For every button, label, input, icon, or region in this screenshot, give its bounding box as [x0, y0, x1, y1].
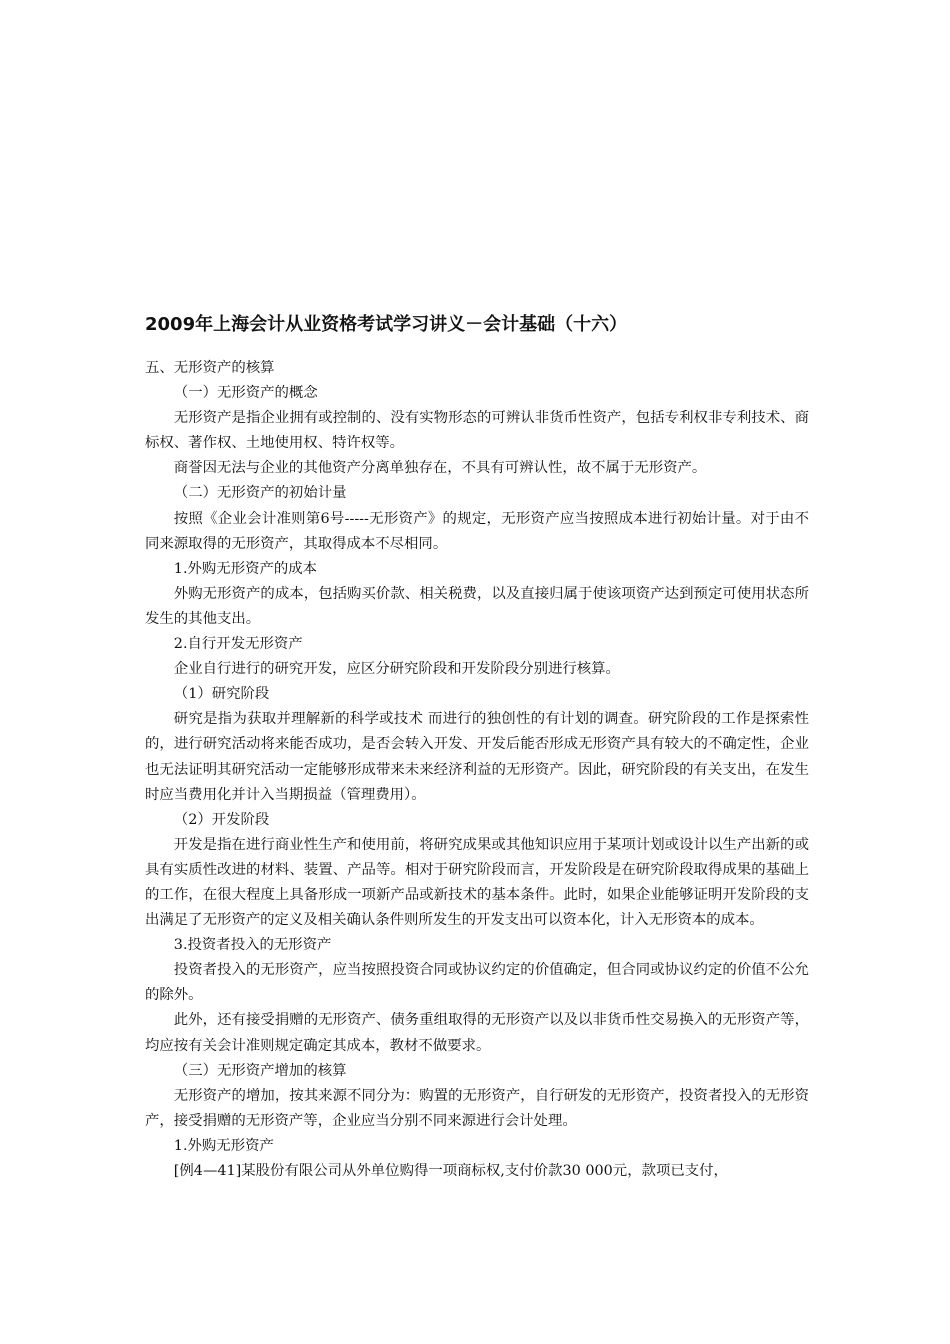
paragraph: 2.自行开发无形资产 — [173, 636, 303, 653]
paragraph: 开发是指在进行商业性生产和使用前，将研究成果或其他知识应用于某项计划或设计以生产出新的或具有实质性改进的材料、装置、产品等。相对于研究阶段而言，开发阶段是在研究阶段取得成果的基础上的工作，在很大程度上具备形成一项新产品或新技术的基本条件。此时，如果企业能够证明开发阶段的支出满足了无形资产的定义及相关确认条件则所发生的开发支出可以资本化，计入无形资本的成本。 — [145, 836, 809, 929]
paragraph: 企业自行进行的研究开发，应区分研究阶段和开发阶段分别进行核算。 — [173, 661, 620, 678]
paragraph: 1.外购无形资产的成本 — [173, 560, 318, 577]
paragraph: [例4—41]某股份有限公司从外单位购得一项商标权,支付价款30 000元，款项已支付， — [173, 1163, 728, 1179]
paragraph: 3.投资者投入的无形资产 — [173, 937, 332, 954]
paragraph: 研究是指为获取并理解新的科学或技术 而进行的独创性的有计划的调查。研究阶段的工作是探索性的，进行研究活动将来能否成功，是否会转入开发、开发后能否形成无形资产具有较大的不确定性，企业也无法证明其研究活动一定能够形成带来未来经济利益的无形资产。因此，研究阶段的有关支出，在发生时应当费用化并计入当期损益（管理费用）。 — [145, 711, 809, 803]
paragraph: （1）研究阶段 — [173, 686, 270, 703]
document-body — [145, 356, 809, 1184]
paragraph: 无形资产是指企业拥有或控制的、没有实物形态的可辨认非货币性资产，包括专利权非专利技术、商标权、著作权、土地使用权、特许权等。 — [145, 410, 809, 452]
document-title: 2009年上海会计从业资格考试学习讲义－会计基础（十六） — [145, 314, 628, 335]
paragraph: 外购无形资产的成本，包括购买价款、相关税费，以及直接归属于使该项资产达到预定可使用状态所发生的其他支出。 — [145, 585, 809, 627]
paragraph: （二）无形资产的初始计量 — [173, 485, 347, 502]
paragraph: 投资者投入的无形资产，应当按照投资合同或协议约定的价值确定，但合同或协议约定的价值不公允的除外。 — [145, 962, 809, 1004]
paragraph: 五、无形资产的核算 — [145, 360, 275, 376]
paragraph: （一）无形资产的概念 — [173, 385, 318, 402]
paragraph: （三）无形资产增加的核算 — [173, 1062, 347, 1079]
paragraph: （2）开发阶段 — [173, 811, 270, 828]
paragraph: 商誉因无法与企业的其他资产分离单独存在，不具有可辨认性，故不属于无形资产。 — [173, 460, 707, 477]
paragraph: 1.外购无形资产 — [173, 1137, 274, 1154]
paragraph: 无形资产的增加，按其来源不同分为：购置的无形资产，自行研发的无形资产，投资者投入的无形资产，接受捐赠的无形资产等，企业应当分别不同来源进行会计处理。 — [145, 1087, 809, 1129]
paragraph: 按照《企业会计准则第6号-----无形资产》的规定，无形资产应当按照成本进行初始计量。对于由不同来源取得的无形资产，其取得成本不尽相同。 — [145, 510, 809, 552]
paragraph: 此外，还有接受捐赠的无形资产、债务重组取得的无形资产以及以非货币性交易换入的无形资产等，均应按有关会计准则规定确定其成本，教材不做要求。 — [145, 1012, 809, 1054]
